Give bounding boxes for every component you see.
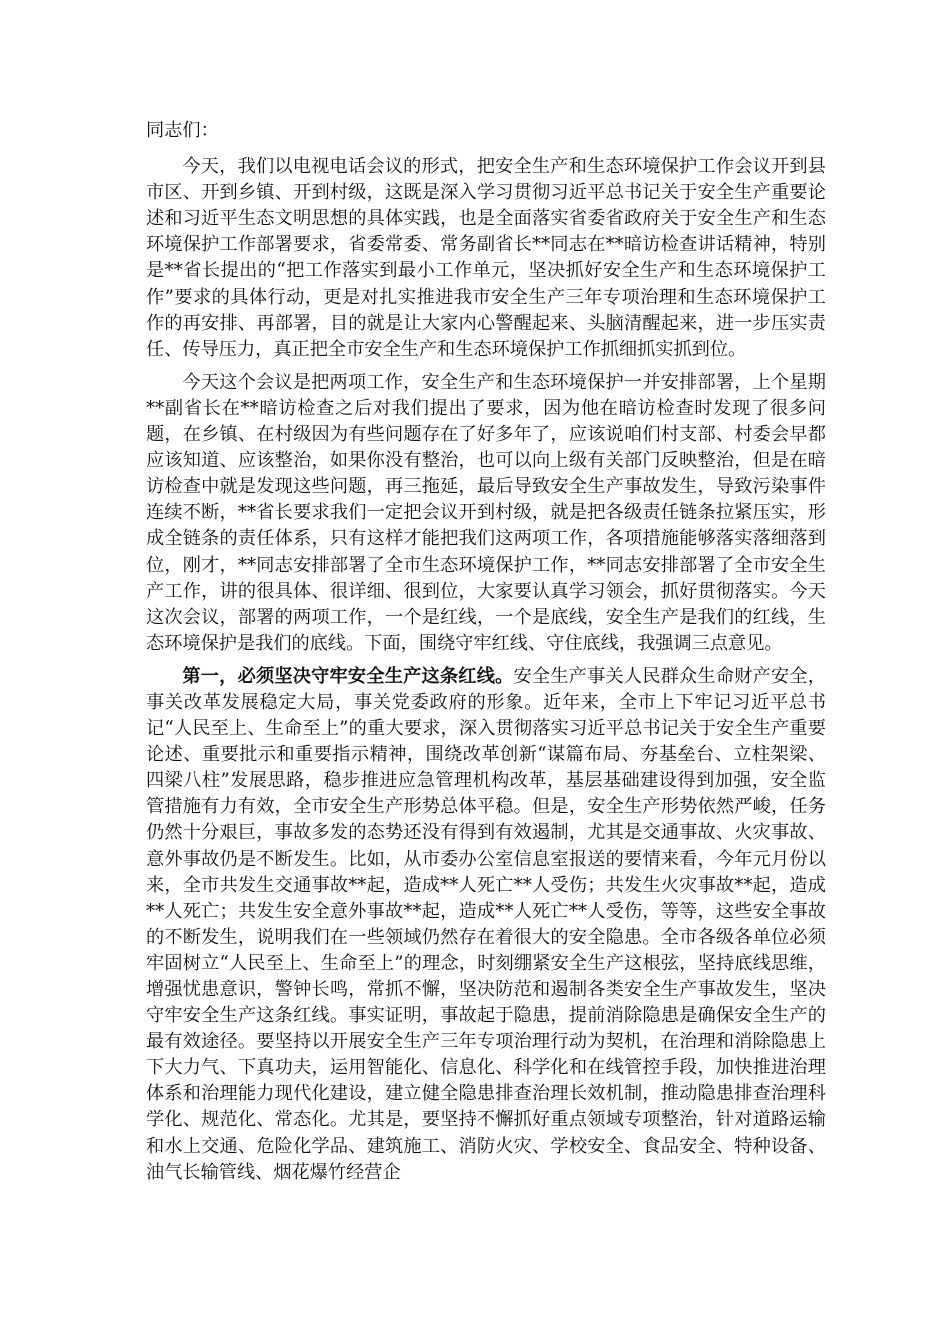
paragraph-lead-heading: 第一，必须坚决守牢安全生产这条红线。 (182, 665, 514, 687)
document-page (146, 118, 826, 1193)
paragraph-point-one (146, 664, 826, 1186)
paragraph-opening (146, 154, 826, 363)
paragraph-text: 安全生产事关人民群众生命财产安全，事关改革发展稳定大局，事关党委政府的形象。近年来，全市上下牢记习近平总书记“人民至上、生命至上”的重大要求，深入贯彻落实习近平总书记关于安全生产重要论述、重要批示和重要指示精神，围绕改革创新“谋篇布局、夯基垒台、立柱架梁、四梁八柱”发展思路，稳步推进应急管理机构改革，基层基础建设得到加强，安全监管措施有力有效，全市安全生产形势总体平稳。但是，安全生产形势依然严峻，任务仍然十分艰巨，事故多发的态势还没有得到有效遏制，尤其是交通事故、火灾事故、意外事故仍是不断发生。比如，从市委办公室信息室报送的要情来看，今年元月份以来，全市共发生交通事故**起，造成**人死亡**人受伤；共发生火灾事故**起，造成**人死亡；共发生安全意外事故**起，造成**人死亡**人受伤，等等，这些安全事故的不断发生，说明我们在一些领域仍然存在着很大的安全隐患。全市各级各单位必须牢固树立“人民至上、生命至上”的理念，时刻绷紧安全生产这根弦，坚持底线思维，增强忧患意识，警钟长鸣，常抓不懈，坚决防范和遏制各类安全生产事故发生，坚决守牢安全生产这条红线。事实证明，事故起于隐患，提前消除隐患是确保安全生产的最有效途径。要坚持以开展安全生产三年专项治理行动为契机，在治理和消除隐患上下大力气、下真功夫，运用智能化、信息化、科学化和在线管控手段，加快推进治理体系和治理能力现代化建设，建立健全隐患排查治理长效机制，推动隐患排查治理科学化、规范化、常态化。尤其是，要坚持不懈抓好重点领域专项整治，针对道路运输和水上交通、危险化学品、建筑施工、消防火灾、学校安全、食品安全、特种设备、油气长输管线、烟花爆竹经营企 (146, 665, 826, 1183)
paragraph-text: 今天，我们以电视电话会议的形式，把安全生产和生态环境保护工作会议开到县市区、开到乡镇、开到村级，这既是深入学习贯彻习近平总书记关于安全生产重要论述和习近平生态文明思想的具体实践，也是全面落实省委省政府关于安全生产和生态环境保护工作部署要求，省委常委、常务副省长**同志在**暗访检查讲话精神，特别是**省长提出的“把工作落实到最小工作单元，坚决抓好安全生产和生态环境保护工作”要求的具体行动，更是对扎实推进我市安全生产三年专项治理和生态环境保护工作的再安排、再部署，目的就是让大家内心警醒起来、头脑清醒起来，进一步压实责任、传导压力，真正把全市安全生产和生态环境保护工作抓细抓实抓到位。 (146, 156, 826, 360)
paragraph-text: 今天这个会议是把两项工作，安全生产和生态环境保护一并安排部署，上个星期**副省长在**暗访检查之后对我们提出了要求，因为他在暗访检查时发现了很多问题，在乡镇、在村级因为有些问题存在了好多年了，应该说咱们村支部、村委会早都应该知道、应该整治，如果你没有整治，也可以向上级有关部门反映整治，但是在暗访检查中就是发现这些问题，再三拖延，最后导致安全生产事故发生，导致污染事件连续不断，**省长要求我们一定把会议开到村级，就是把各级责任链条拉紧压实，形成全链条的责任体系，只有这样才能把我们这两项工作，各项措施能够落实落细落到位，刚才，**同志安排部署了全市生态环境保护工作，**同志安排部署了全市安全生产工作，讲的很具体、很详细、很到位，大家要认真学习领会，抓好贯彻落实。今天这次会议，部署的两项工作，一个是红线，一个是底线，安全生产是我们的红线，生态环境保护是我们的底线。下面，围绕守牢红线、守住底线，我强调三点意见。 (146, 371, 826, 654)
paragraph-two-tasks (146, 370, 826, 657)
salutation: 同志们： (146, 120, 219, 141)
